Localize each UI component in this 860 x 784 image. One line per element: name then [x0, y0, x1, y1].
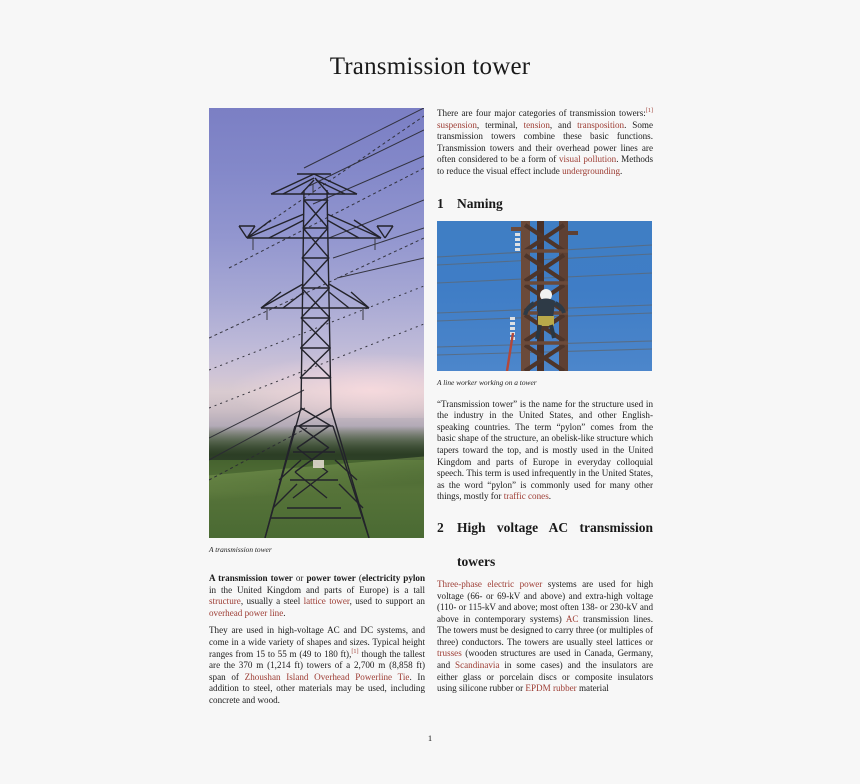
intro-part1: There are four major categories of transmission towers:: [437, 108, 646, 118]
section-2-title-line-1: High voltage AC transmission: [457, 519, 653, 535]
hvac-part3: (wooden structures are used in Canada, Germany, and: [437, 648, 653, 671]
para2-part2: though the tallest are the 370 m (1,214 ft) towers of a 2,700 m (8,858 ft) span of: [209, 648, 425, 682]
link-scandinavia[interactable]: Scandinavia: [455, 660, 500, 671]
page-number: 1: [427, 733, 433, 743]
line-worker-photo: [437, 221, 652, 371]
para2-part3: . In addition to steel, other materials may be used, including concrete and wood.: [209, 671, 425, 705]
naming-text: “Transmission tower” is the name for the structure used in the industry in the United States, and other English-speaking countries. The term “pylon” comes from the basic shape of the structure, an obelisk-like structure which tapers toward the top, and is mostly used in the United Kingdom and parts of Europe in everyday colloquial speech. This term is used infrequently in the United States, as the word “pylon” is commonly used for many other things, mostly for: [437, 398, 653, 502]
lead-after-terms: in the United Kingdom and parts of Europe) is a tall: [209, 584, 425, 595]
lead-paren: (: [355, 573, 362, 583]
link-undergrounding[interactable]: undergrounding: [562, 165, 621, 176]
link-zhoushan-island-overhead-powerline-tie[interactable]: Zhoushan Island Overhead Powerline Tie: [244, 671, 410, 682]
section-heading-naming: [437, 195, 653, 212]
intro-part5: . Some transmission towers combine these basic functions. Transmission towers and their overhead power lines are often considered to be a form of: [437, 119, 653, 165]
section-1-title: Naming: [457, 195, 503, 211]
link-three-phase-electric-power[interactable]: Three-phase electric power: [437, 578, 543, 589]
naming-paragraph: [437, 399, 653, 503]
lead-or: or: [292, 573, 307, 583]
lead-end: .: [283, 607, 286, 618]
link-structure[interactable]: structure: [209, 596, 241, 607]
hvac-part4: in some cases) and the insulators are either glass or porcelain discs or composite insulators using silicone rubber or: [437, 660, 654, 694]
section-2-title: [457, 519, 653, 570]
footnote-ref-1-intro[interactable]: [1]: [645, 106, 653, 114]
term-electricity-pylon: electricity pylon: [361, 573, 425, 583]
hvac-part2: transmission lines. The towers must be designed to carry three (or multiples of three) conductors. The towers are usually steel lattices or: [437, 613, 653, 647]
hvac-part1: systems are used for high voltage (66- or 69-kV and above) and extra-high voltage (110- or 115-kV and above; most often 138- or 230-kV and above in contemporary systems): [437, 578, 653, 624]
link-transposition[interactable]: transposition: [577, 119, 625, 130]
link-visual-pollution[interactable]: visual pollution: [558, 154, 617, 165]
left-paragraph-2: [209, 625, 425, 706]
pylon-structure-graphic: [209, 108, 424, 538]
transmission-tower-photo: [209, 108, 424, 538]
link-suspension[interactable]: suspension: [437, 119, 477, 130]
link-lattice-tower[interactable]: lattice tower: [303, 596, 350, 607]
link-overhead-power-line[interactable]: overhead power line: [209, 607, 284, 618]
link-trusses[interactable]: trusses: [437, 648, 462, 659]
left-column: [209, 108, 425, 713]
section-1-number: 1: [437, 195, 444, 211]
right-column: [437, 108, 653, 695]
intro-paragraph: [437, 108, 653, 178]
intro-part4: , and: [549, 119, 578, 130]
worker-tower-graphic: [437, 221, 652, 371]
link-ac[interactable]: AC: [565, 613, 579, 624]
line-worker-figure: [437, 221, 653, 388]
link-tension[interactable]: tension: [523, 119, 550, 130]
page-title: Transmission tower: [329, 52, 531, 80]
para2-part1: They are used in high-voltage AC and DC systems, and come in a wide variety of shapes and sizes. Typical height ranges from 15 to 55 m (49 to 180 ft),: [209, 625, 425, 659]
lead-tail: , used to support an: [349, 596, 425, 607]
link-epdm-rubber[interactable]: EPDM rubber: [525, 683, 577, 694]
line-worker-caption: A line worker working on a tower: [437, 377, 537, 387]
footnote-ref-1[interactable]: [1]: [351, 647, 359, 655]
naming-end: .: [548, 491, 552, 502]
hvac-part5: material: [576, 683, 609, 694]
intro-part3: , terminal,: [476, 119, 524, 130]
lead-mid: , usually a steel: [240, 596, 304, 607]
section-heading-hvac: [437, 519, 653, 570]
lead-paragraph: [209, 573, 425, 619]
section-2-number: 2: [437, 519, 444, 535]
link-traffic-cones[interactable]: traffic cones: [503, 491, 549, 502]
intro-part6: . Methods to reduce the visual effect include: [437, 154, 654, 176]
transmission-tower-figure: [209, 108, 425, 555]
hvac-paragraph: [437, 579, 653, 695]
term-power-tower: power tower: [306, 573, 356, 583]
section-2-title-line-2: towers: [457, 553, 496, 569]
transmission-tower-caption: A transmission tower: [209, 545, 272, 554]
intro-part7: .: [620, 165, 623, 176]
term-transmission-tower: A transmission tower: [209, 573, 293, 583]
